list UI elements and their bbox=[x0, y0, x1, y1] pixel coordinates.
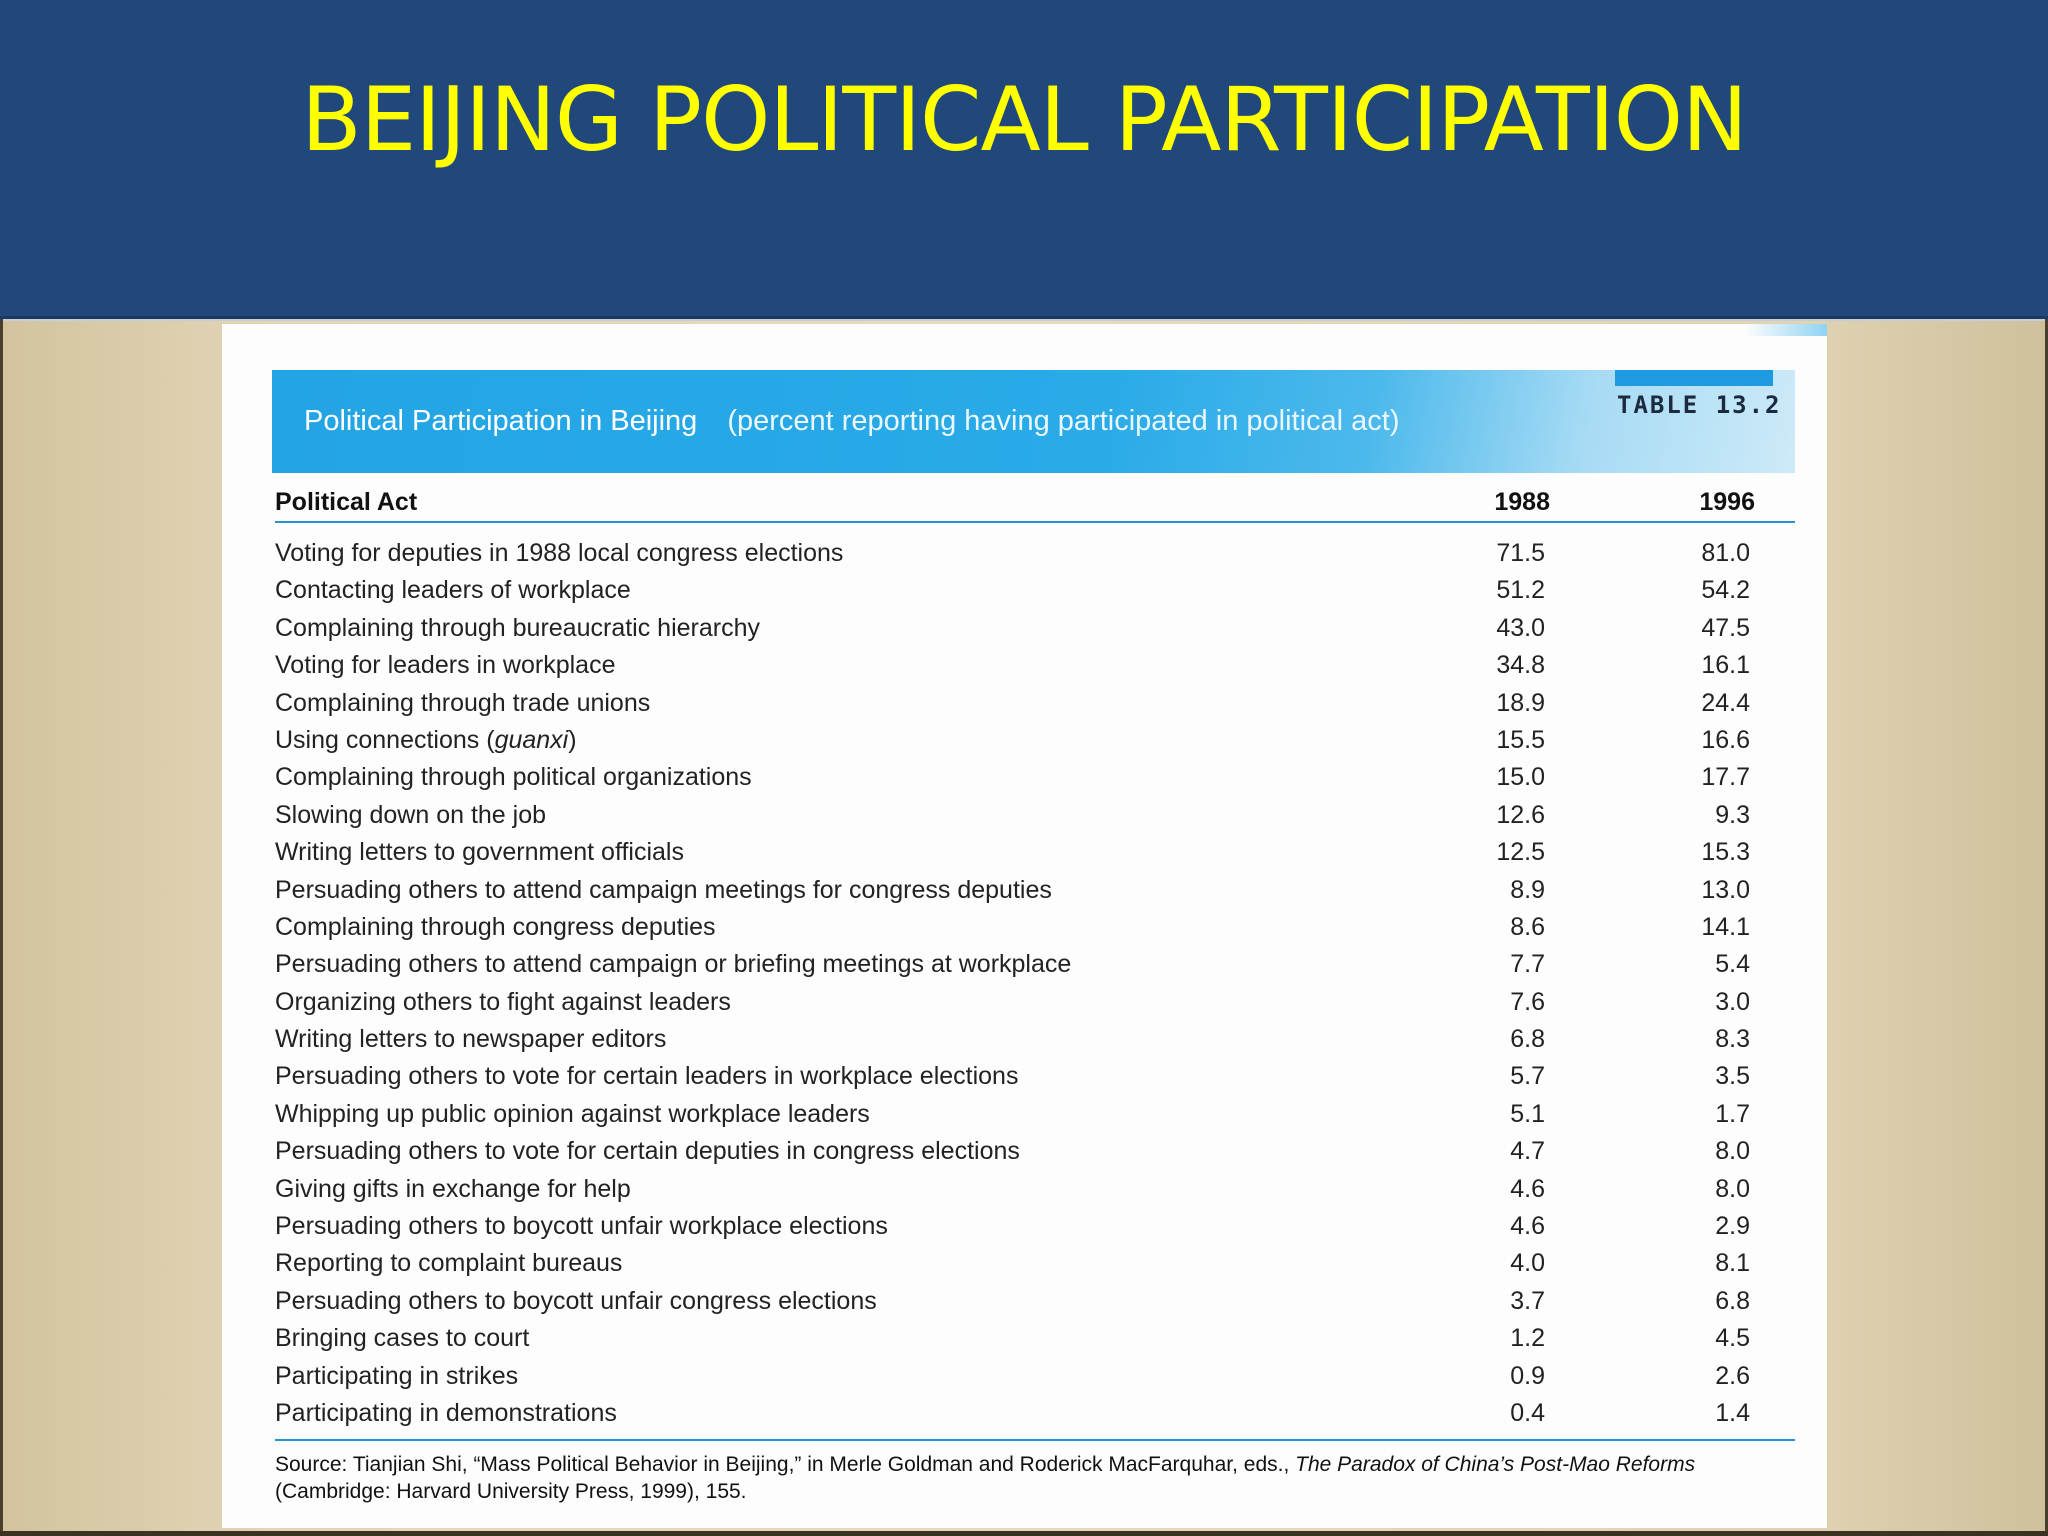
value-1988: 4.6 bbox=[1510, 1174, 1545, 1203]
political-act-cell bbox=[275, 876, 1052, 905]
value-1988: 4.0 bbox=[1510, 1249, 1545, 1278]
value-1996: 9.3 bbox=[1715, 800, 1750, 829]
political-act-cell bbox=[275, 726, 577, 755]
political-act-text: Giving gifts in exchange for help bbox=[275, 1174, 631, 1203]
political-act-cell bbox=[275, 1362, 518, 1391]
value-1988: 43.0 bbox=[1496, 613, 1545, 642]
value-1988: 0.9 bbox=[1510, 1361, 1545, 1390]
political-act-cell bbox=[275, 576, 631, 605]
slide-frame-bottom bbox=[0, 1531, 2048, 1536]
value-1988: 6.8 bbox=[1510, 1025, 1545, 1054]
value-1996: 3.5 bbox=[1715, 1062, 1750, 1091]
political-act-cell bbox=[275, 1399, 617, 1428]
value-1988: 3.7 bbox=[1510, 1286, 1545, 1315]
value-1988: 8.9 bbox=[1510, 875, 1545, 904]
political-act-cell bbox=[275, 1212, 888, 1241]
table-row bbox=[275, 909, 1795, 946]
political-act-text: Using connections ( bbox=[275, 725, 495, 754]
political-act-text: Participating in strikes bbox=[275, 1361, 519, 1390]
political-act-text: Persuading others to attend campaign or briefing meetings at workplace bbox=[275, 950, 1072, 979]
political-act-cell bbox=[275, 1025, 666, 1054]
value-1996: 15.3 bbox=[1701, 838, 1750, 867]
table-banner bbox=[272, 370, 1795, 473]
value-1996: 3.0 bbox=[1715, 987, 1750, 1016]
political-act-text: Voting for leaders in workplace bbox=[275, 651, 616, 680]
table-row bbox=[275, 1320, 1795, 1357]
value-1988: 7.6 bbox=[1510, 987, 1545, 1016]
political-act-text: Complaining through congress deputies bbox=[275, 912, 716, 941]
table-title bbox=[304, 405, 1400, 438]
political-act-cell bbox=[275, 689, 650, 718]
value-1996: 81.0 bbox=[1701, 539, 1750, 567]
value-1996: 17.7 bbox=[1701, 763, 1750, 792]
political-act-cell bbox=[275, 1324, 529, 1353]
table-row bbox=[275, 610, 1795, 647]
value-1996: 2.9 bbox=[1715, 1212, 1750, 1241]
corner-tint bbox=[1745, 324, 1827, 336]
value-1988: 1.2 bbox=[1510, 1324, 1545, 1353]
table-row bbox=[275, 1021, 1795, 1058]
table-row bbox=[275, 1133, 1795, 1170]
political-act-cell bbox=[275, 614, 760, 643]
political-act-text: Complaining through political organizations bbox=[275, 763, 752, 792]
political-act-cell bbox=[275, 539, 843, 568]
slide-title: BEIJING POLITICAL PARTICIPATION bbox=[301, 68, 1747, 171]
value-1988: 12.6 bbox=[1496, 800, 1545, 829]
value-1996: 16.1 bbox=[1701, 651, 1750, 680]
value-1996: 8.3 bbox=[1715, 1025, 1750, 1054]
value-1988: 4.7 bbox=[1510, 1137, 1545, 1166]
table-image bbox=[222, 324, 1827, 1528]
value-1988: 51.2 bbox=[1496, 576, 1545, 605]
value-1988: 34.8 bbox=[1496, 651, 1545, 680]
value-1996: 1.4 bbox=[1715, 1398, 1750, 1427]
value-1996: 16.6 bbox=[1701, 725, 1750, 754]
value-1988: 5.1 bbox=[1510, 1099, 1545, 1128]
participation-table bbox=[275, 474, 1795, 1505]
table-row bbox=[275, 572, 1795, 609]
source-suffix: (Cambridge: Harvard University Press, 1999), 155. bbox=[275, 1480, 747, 1504]
political-act-cell bbox=[275, 988, 731, 1017]
table-bottom-rule bbox=[275, 1439, 1795, 1441]
table-row bbox=[275, 1283, 1795, 1320]
table-row bbox=[275, 722, 1795, 759]
table-row bbox=[275, 1395, 1795, 1432]
value-1988: 18.9 bbox=[1496, 688, 1545, 717]
value-1996: 4.5 bbox=[1715, 1324, 1750, 1353]
political-act-cell bbox=[275, 913, 716, 942]
table-row bbox=[275, 685, 1795, 722]
political-act-cell bbox=[275, 1062, 1018, 1091]
political-act-text: Voting for deputies in 1988 local congress elections bbox=[275, 539, 844, 567]
header-political-act: Political Act bbox=[275, 488, 418, 516]
table-row bbox=[275, 1058, 1795, 1095]
political-act-text: Persuading others to boycott unfair congress elections bbox=[275, 1286, 877, 1315]
political-act-text: Complaining through trade unions bbox=[275, 688, 651, 717]
value-1988: 15.5 bbox=[1496, 725, 1545, 754]
political-act-cell bbox=[275, 801, 546, 830]
value-1996: 14.1 bbox=[1701, 912, 1750, 941]
political-act-cell bbox=[275, 1137, 1020, 1166]
header-1988: 1988 bbox=[1494, 488, 1550, 516]
table-row bbox=[275, 535, 1795, 572]
table-source-note bbox=[275, 1451, 1795, 1505]
political-act-italic: guanxi bbox=[494, 725, 569, 754]
table-row bbox=[275, 984, 1795, 1021]
political-act-cell bbox=[275, 651, 615, 680]
political-act-after: ) bbox=[568, 725, 577, 754]
source-book-title: The Paradox of China’s Post-Mao Reforms bbox=[1295, 1453, 1696, 1477]
table-row bbox=[275, 872, 1795, 909]
value-1996: 47.5 bbox=[1701, 613, 1750, 642]
value-1988: 0.4 bbox=[1510, 1398, 1545, 1427]
political-act-cell bbox=[275, 950, 1071, 979]
table-body bbox=[275, 523, 1795, 1432]
political-act-cell bbox=[275, 838, 684, 867]
political-act-text: Writing letters to government officials bbox=[275, 838, 684, 867]
value-1988: 71.5 bbox=[1496, 539, 1545, 567]
political-act-cell bbox=[275, 1249, 622, 1278]
political-act-cell bbox=[275, 763, 752, 792]
table-row bbox=[275, 834, 1795, 871]
value-1988: 12.5 bbox=[1496, 838, 1545, 867]
political-act-text: Persuading others to boycott unfair workplace elections bbox=[275, 1212, 888, 1241]
political-act-cell bbox=[275, 1287, 877, 1316]
political-act-text: Persuading others to vote for certain deputies in congress elections bbox=[275, 1137, 1020, 1166]
table-row bbox=[275, 1358, 1795, 1395]
value-1996: 8.0 bbox=[1715, 1174, 1750, 1203]
table-subtitle: (percent reporting having participated in political act) bbox=[727, 405, 1400, 437]
table-row bbox=[275, 946, 1795, 983]
slide-header bbox=[0, 0, 2048, 319]
value-1996: 6.8 bbox=[1715, 1286, 1750, 1315]
political-act-text: Persuading others to vote for certain leaders in workplace elections bbox=[275, 1062, 1019, 1091]
table-row bbox=[275, 1245, 1795, 1282]
political-act-cell bbox=[275, 1175, 631, 1204]
political-act-text: Reporting to complaint bureaus bbox=[275, 1249, 623, 1278]
value-1996: 5.4 bbox=[1715, 950, 1750, 979]
table-row bbox=[275, 1171, 1795, 1208]
table-number-label: TABLE 13.2 bbox=[1617, 391, 1782, 419]
political-act-text: Persuading others to attend campaign meetings for congress deputies bbox=[275, 875, 1052, 904]
value-1988: 15.0 bbox=[1496, 763, 1545, 792]
value-1988: 8.6 bbox=[1510, 912, 1545, 941]
table-title-text: Political Participation in Beijing bbox=[304, 405, 698, 437]
political-act-text: Contacting leaders of workplace bbox=[275, 576, 631, 605]
table-row bbox=[275, 1096, 1795, 1133]
political-act-text: Whipping up public opinion against workplace leaders bbox=[275, 1099, 870, 1128]
value-1996: 54.2 bbox=[1701, 576, 1750, 605]
table-row bbox=[275, 1208, 1795, 1245]
source-prefix: Source: Tianjian Shi, “Mass Political Behavior in Beijing,” in Merle Goldman and Roderick MacFarquhar, eds., bbox=[275, 1453, 1296, 1477]
political-act-text: Writing letters to newspaper editors bbox=[275, 1025, 667, 1054]
header-1996: 1996 bbox=[1699, 488, 1755, 516]
table-row bbox=[275, 797, 1795, 834]
value-1988: 4.6 bbox=[1510, 1212, 1545, 1241]
political-act-text: Participating in demonstrations bbox=[275, 1398, 617, 1427]
value-1996: 2.6 bbox=[1715, 1361, 1750, 1390]
value-1996: 8.1 bbox=[1715, 1249, 1750, 1278]
value-1996: 24.4 bbox=[1701, 688, 1750, 717]
value-1996: 8.0 bbox=[1715, 1137, 1750, 1166]
political-act-text: Slowing down on the job bbox=[275, 800, 547, 829]
political-act-text: Complaining through bureaucratic hierarchy bbox=[275, 613, 760, 642]
value-1996: 1.7 bbox=[1715, 1099, 1750, 1128]
table-header-row bbox=[275, 474, 1795, 523]
value-1988: 7.7 bbox=[1510, 950, 1545, 979]
value-1988: 5.7 bbox=[1510, 1062, 1545, 1091]
political-act-text: Organizing others to fight against leaders bbox=[275, 987, 731, 1016]
value-1996: 13.0 bbox=[1701, 875, 1750, 904]
political-act-text: Bringing cases to court bbox=[275, 1324, 530, 1353]
banner-stripe bbox=[1615, 370, 1773, 386]
table-row bbox=[275, 759, 1795, 796]
political-act-cell bbox=[275, 1100, 870, 1129]
table-row bbox=[275, 647, 1795, 684]
slide-frame-left bbox=[0, 319, 3, 1536]
